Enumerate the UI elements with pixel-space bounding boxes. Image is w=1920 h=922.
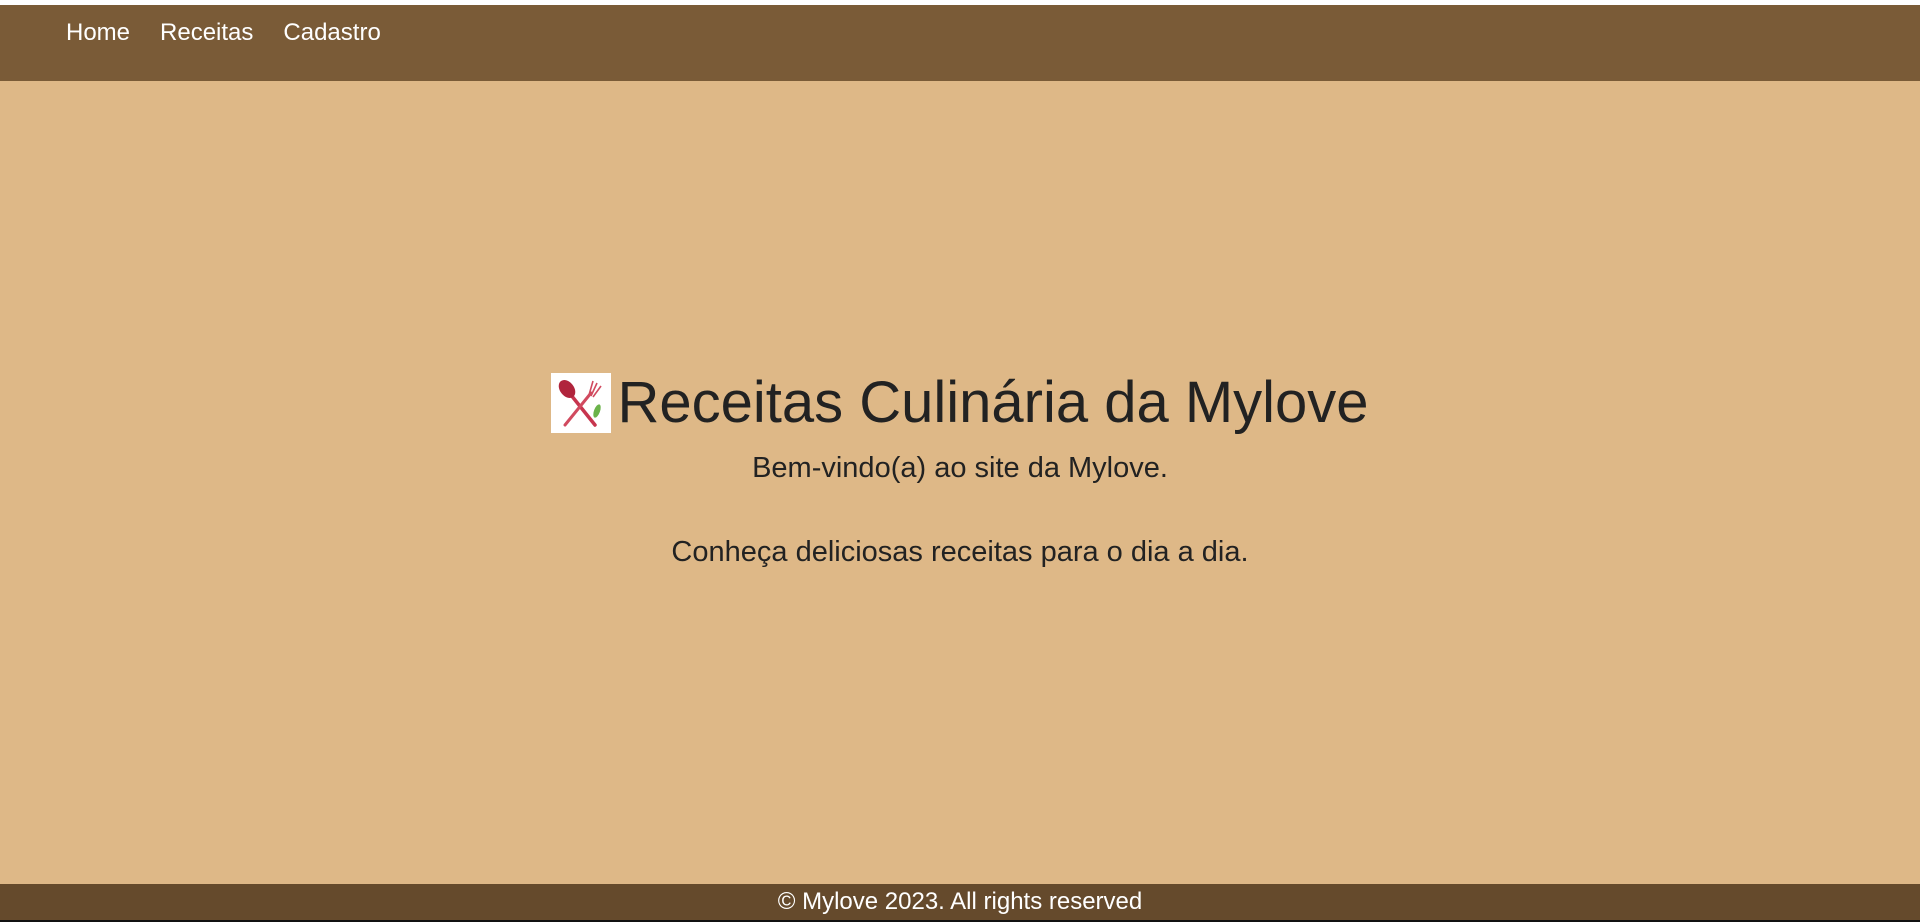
spoon-fork-logo-icon — [551, 373, 611, 433]
title-row — [551, 370, 1368, 436]
tagline-text: Conheça deliciosas receitas para o dia a dia. — [671, 536, 1249, 568]
top-navbar — [0, 5, 1920, 81]
page-title: Receitas Culinária da Mylove — [617, 370, 1369, 435]
nav-links — [66, 18, 411, 48]
footer — [0, 884, 1920, 920]
nav-receitas-link[interactable]: Receitas — [160, 19, 254, 46]
nav-home-link[interactable]: Home — [66, 19, 131, 46]
welcome-text: Bem-vindo(a) ao site da Mylove. — [752, 452, 1168, 484]
footer-copyright: © Mylove 2023. All rights reserved — [777, 888, 1143, 915]
hero-section — [0, 370, 1920, 570]
nav-cadastro-link[interactable]: Cadastro — [283, 19, 381, 46]
